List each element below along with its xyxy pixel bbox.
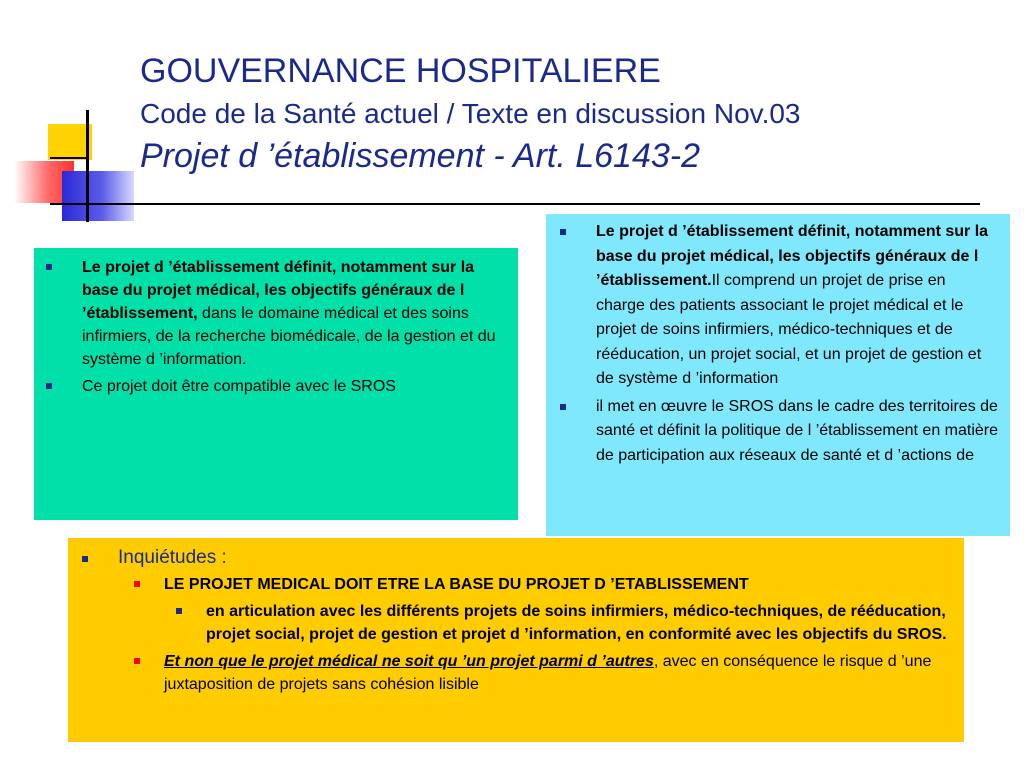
list-item-bold-text: Le projet d ’établissement définit, notamment sur la base du projet médical, les objectifs généraux de l ’établissement, <box>82 259 475 322</box>
draft-text-box <box>546 214 1010 536</box>
list-item-text: dans le domaine médical et des soins infirmiers, de la recherche biomédicale, de la gestion et du système d ’information. <box>82 305 496 368</box>
logo-horizontal-line <box>50 157 88 159</box>
list-item-text: Il comprend un projet de prise en charge des patients associant le projet médical et le projet de soins infirmiers, médico-techniques et de rééducation, un projet social, et un projet de gestion et de système d ’information <box>596 272 982 387</box>
list-item <box>596 220 998 392</box>
list-item-text: Ce projet doit être compatible avec le SROS <box>82 378 396 395</box>
bullet-icon <box>46 383 52 389</box>
bullet-icon <box>560 229 566 235</box>
bullet-icon <box>82 556 88 562</box>
bullet-icon <box>560 404 566 410</box>
list-item <box>164 650 952 696</box>
concerns-heading <box>118 546 952 569</box>
title-divider <box>50 203 980 205</box>
logo-vertical-line <box>86 110 89 222</box>
concerns-heading-text: Inquiétudes : <box>118 547 227 568</box>
concerns-box <box>68 538 964 742</box>
list-item <box>82 256 508 371</box>
list-item-text: , avec en conséquence le risque d ’une juxtaposition de projets sans cohésion lisible <box>164 653 932 693</box>
list-item <box>164 573 952 596</box>
bullet-icon <box>46 264 52 270</box>
slide-subtitle: Code de la Santé actuel / Texte en discussion Nov.03 <box>140 98 801 129</box>
logo-blue-square <box>62 171 134 221</box>
list-item-bold-text: en articulation avec les différents projets de soins infirmiers, médico-techniques, de rééducation, projet social, projet de gestion et projet d ’information, en conformité avec les objectifs du SROS. <box>206 603 947 643</box>
list-item-text: il met en œuvre le SROS dans le cadre des territoires de santé et définit la politique de l ’établissement en matière de participation aux réseaux de santé et d ’actions de <box>596 397 999 464</box>
current-code-box <box>34 248 518 520</box>
slide-title: GOUVERNANCE HOSPITALIERE <box>140 52 661 90</box>
list-item-bold-text: LE PROJET MEDICAL DOIT ETRE LA BASE DU PROJET D ’ETABLISSEMENT <box>164 576 749 593</box>
bullet-icon <box>134 581 140 587</box>
bullet-icon <box>176 608 182 614</box>
list-item <box>82 375 508 398</box>
slide-subtitle-article: Projet d ’établissement - Art. L6143-2 <box>140 137 701 175</box>
draft-text-list <box>596 220 998 468</box>
concerns-list <box>118 546 952 696</box>
list-item-emphasis-text: Et non que le projet médical ne soit qu ’un projet parmi d ’autres <box>164 653 654 670</box>
current-code-list <box>82 256 508 398</box>
list-item <box>596 395 998 469</box>
list-item <box>206 600 952 646</box>
bullet-icon <box>134 658 140 664</box>
list-item-bold-text: Le projet d ’établissement définit, notamment sur la base du projet médical, les objectifs généraux de l ’établissement. <box>596 223 989 289</box>
